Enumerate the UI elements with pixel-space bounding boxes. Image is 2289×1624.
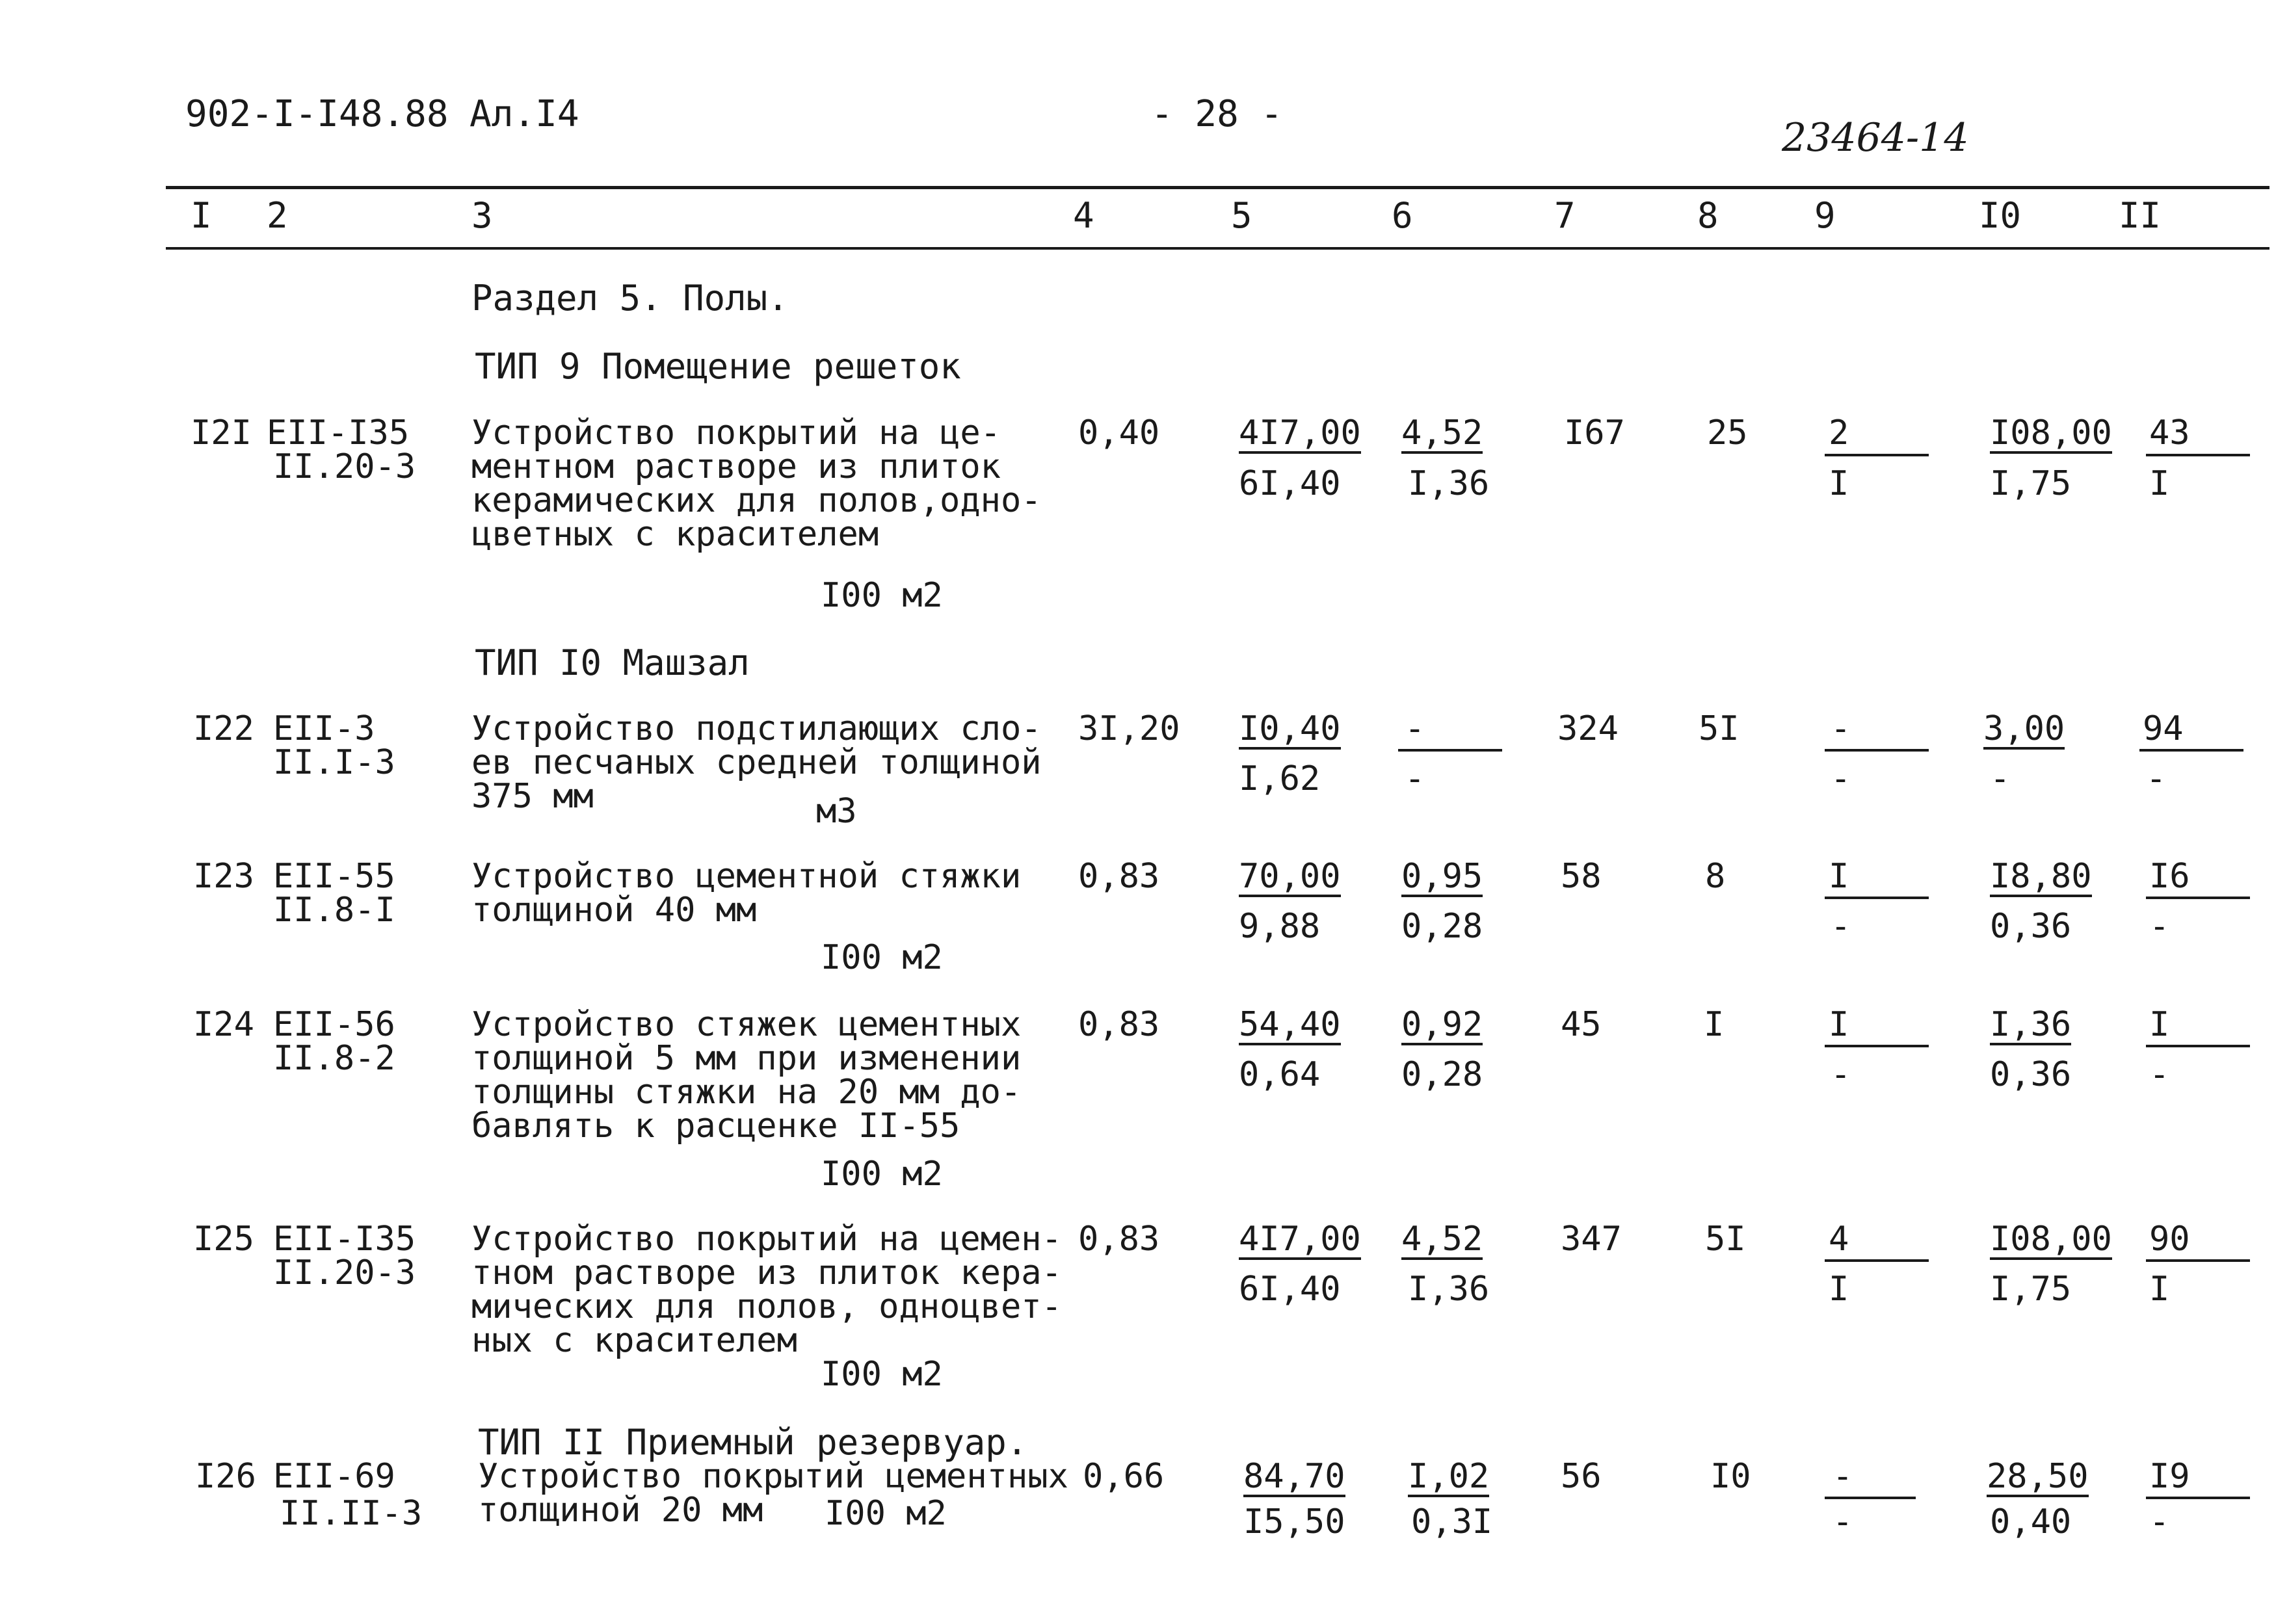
work-description: Устройство подстилающих сло- ев песчаных средней толщиной 375 мм bbox=[471, 709, 1042, 816]
col-9-bottom: - bbox=[1831, 759, 1851, 798]
col-5-header: 5 bbox=[1231, 195, 1252, 236]
labor-norm: I08,00 bbox=[1990, 413, 2112, 452]
labor-total-underline bbox=[2139, 749, 2243, 752]
col-9-underline bbox=[1825, 1045, 1929, 1047]
quantity: 0,66 bbox=[1083, 1457, 1165, 1496]
unit-wage: 9,88 bbox=[1239, 907, 1321, 946]
unit-cost: 54,40 bbox=[1239, 1005, 1341, 1044]
labor-norm: I08,00 bbox=[1990, 1220, 2112, 1259]
quantity: 3I,20 bbox=[1078, 709, 1180, 748]
unit-of-measure: I00 м2 bbox=[821, 576, 943, 615]
header-bottom-rule bbox=[166, 247, 2269, 250]
unit-of-measure: I00 м2 bbox=[821, 1155, 943, 1194]
total-cost: 56 bbox=[1561, 1457, 1602, 1496]
labor-norm: I8,80 bbox=[1990, 857, 2092, 896]
machine-wage: - bbox=[1405, 759, 1425, 798]
unit-wage: 6I,40 bbox=[1239, 464, 1341, 503]
labor-machinist: 0,40 bbox=[1990, 1502, 2072, 1541]
col-2-header: 2 bbox=[267, 195, 288, 236]
document-code: 902-I-I48.88 bbox=[185, 93, 449, 135]
quantity: 0,83 bbox=[1078, 857, 1160, 896]
labor-machinist-total: I bbox=[2149, 464, 2170, 503]
norm-code: II.8-2 bbox=[273, 1039, 395, 1078]
col-9-bottom: I bbox=[1829, 464, 1849, 503]
norm-code: II.8-I bbox=[273, 891, 395, 930]
unit-cost: 4I7,00 bbox=[1239, 413, 1361, 452]
labor-total: 90 bbox=[2149, 1220, 2190, 1259]
col-7-header: 7 bbox=[1554, 195, 1576, 236]
total-wage: 25 bbox=[1707, 413, 1748, 452]
work-description: Устройство покрытий цементных толщиной 20 мм bbox=[478, 1457, 1068, 1530]
labor-machinist: I,75 bbox=[1990, 464, 2072, 503]
labor-total-underline bbox=[2146, 1259, 2250, 1262]
machine-wage: I,36 bbox=[1408, 464, 1490, 503]
labor-machinist-total: - bbox=[2149, 1055, 2170, 1094]
unit-of-measure: I00 м2 bbox=[821, 938, 943, 977]
unit-cost: 70,00 bbox=[1239, 857, 1341, 896]
col-9-underline bbox=[1825, 897, 1929, 899]
col-6-header: 6 bbox=[1392, 195, 1413, 236]
labor-machinist: 0,36 bbox=[1990, 907, 2072, 946]
unit-of-measure: I00 м2 bbox=[825, 1494, 947, 1533]
col-1-header: I bbox=[191, 195, 212, 236]
machine-wage: 0,3I bbox=[1411, 1502, 1493, 1541]
row-number: I23 bbox=[193, 857, 254, 896]
total-wage: 5I bbox=[1705, 1220, 1746, 1259]
total-wage: 8 bbox=[1705, 857, 1726, 896]
labor-total-underline bbox=[2146, 897, 2250, 899]
col-9-top: 2 bbox=[1829, 413, 1849, 452]
total-cost: 58 bbox=[1561, 857, 1602, 896]
unit-wage: 0,64 bbox=[1239, 1055, 1321, 1094]
sheet-label: Ал.I4 bbox=[470, 93, 579, 135]
norm-code: II.20-3 bbox=[273, 447, 416, 486]
work-description: Устройство стяжек цементных толщиной 5 мм при изменении толщины стяжки на 20 мм до- бавлять к расценке II-55 bbox=[471, 1005, 1022, 1146]
norm-code: II.I-3 bbox=[273, 743, 395, 782]
unit-cost: 84,70 bbox=[1243, 1457, 1345, 1496]
row-number: I26 bbox=[195, 1457, 256, 1496]
norm-code: II.II-3 bbox=[280, 1494, 423, 1533]
labor-total: I bbox=[2149, 1005, 2170, 1044]
col-9-bottom: I bbox=[1829, 1270, 1849, 1309]
labor-total: 43 bbox=[2149, 413, 2190, 452]
labor-machinist: - bbox=[1990, 759, 2011, 798]
labor-total: I9 bbox=[2149, 1457, 2190, 1496]
unit-wage: I,62 bbox=[1239, 759, 1321, 798]
labor-machinist-total: I bbox=[2149, 1270, 2170, 1309]
machine-cost: I,02 bbox=[1408, 1457, 1490, 1496]
work-description: Устройство покрытий на це- ментном растворе из плиток керамических для полов,одно- цветных с красителем bbox=[471, 413, 1042, 554]
row-number: I25 bbox=[193, 1220, 254, 1259]
col-9-underline bbox=[1825, 1259, 1929, 1262]
machine-wage: I,36 bbox=[1408, 1270, 1490, 1309]
total-wage: 5I bbox=[1699, 709, 1740, 748]
total-cost: 45 bbox=[1561, 1005, 1602, 1044]
col-11-header: II bbox=[2119, 195, 2162, 236]
labor-norm: 3,00 bbox=[1983, 709, 2065, 748]
norm-code: II.20-3 bbox=[273, 1253, 416, 1292]
machine-cost: 4,52 bbox=[1401, 1220, 1483, 1259]
work-description: Устройство покрытий на цемен- тном растворе из плиток кера- мических для полов, одноцвет- ных с красителем bbox=[471, 1220, 1062, 1360]
price-code: ЕII-56 bbox=[273, 1005, 395, 1044]
price-code: ЕII-I35 bbox=[267, 413, 410, 452]
col-9-top: I bbox=[1829, 1005, 1849, 1044]
col-4-header: 4 bbox=[1073, 195, 1094, 236]
total-wage: I0 bbox=[1710, 1457, 1751, 1496]
price-code: ЕII-69 bbox=[273, 1457, 395, 1496]
labor-norm: 28,50 bbox=[1987, 1457, 2089, 1496]
machine-cost: 0,95 bbox=[1401, 857, 1483, 896]
handwritten-number: 23464-14 bbox=[1782, 115, 1969, 161]
unit-wage: I5,50 bbox=[1243, 1502, 1345, 1541]
unit-cost: I0,40 bbox=[1239, 709, 1341, 748]
subsection-type-11: ТИП II Приемный резервуар. bbox=[478, 1422, 1028, 1463]
unit-cost: 4I7,00 bbox=[1239, 1220, 1361, 1259]
work-description: Устройство цементной стяжки толщиной 40 мм bbox=[471, 857, 1022, 930]
machine-cost: - bbox=[1405, 709, 1425, 748]
price-code: ЕII-55 bbox=[273, 857, 395, 896]
labor-total-underline bbox=[2146, 454, 2250, 456]
labor-machinist: I,75 bbox=[1990, 1270, 2072, 1309]
total-cost: I67 bbox=[1564, 413, 1625, 452]
machine-cost: 4,52 bbox=[1401, 413, 1483, 452]
quantity: 0,83 bbox=[1078, 1005, 1160, 1044]
row-number: I22 bbox=[193, 709, 254, 748]
page-number: - 28 - bbox=[1151, 93, 1283, 135]
col-9-header: 9 bbox=[1814, 195, 1836, 236]
machine-cost: 0,92 bbox=[1401, 1005, 1483, 1044]
total-cost: 347 bbox=[1561, 1220, 1622, 1259]
row-number: I24 bbox=[193, 1005, 254, 1044]
machine-wage: 0,28 bbox=[1401, 907, 1483, 946]
subsection-type-10: ТИП I0 Машзал bbox=[475, 642, 750, 683]
unit-wage: 6I,40 bbox=[1239, 1270, 1341, 1309]
machine-cost-underline bbox=[1398, 749, 1502, 752]
price-code: ЕII-3 bbox=[273, 709, 375, 748]
quantity: 0,83 bbox=[1078, 1220, 1160, 1259]
total-wage: I bbox=[1704, 1005, 1725, 1044]
row-number: I2I bbox=[191, 413, 252, 452]
labor-total-underline bbox=[2146, 1497, 2250, 1499]
labor-machinist-total: - bbox=[2149, 907, 2170, 946]
col-9-top: 4 bbox=[1829, 1220, 1849, 1259]
machine-wage: 0,28 bbox=[1401, 1055, 1483, 1094]
col-9-underline bbox=[1825, 749, 1929, 752]
labor-norm: I,36 bbox=[1990, 1005, 2072, 1044]
col-9-top: - bbox=[1831, 709, 1851, 748]
subsection-type-9: ТИП 9 Помещение решеток bbox=[475, 346, 961, 387]
col-9-underline bbox=[1825, 1497, 1916, 1499]
col-9-underline bbox=[1825, 454, 1929, 456]
labor-machinist-total: - bbox=[2149, 1502, 2170, 1541]
col-3-header: 3 bbox=[471, 195, 493, 236]
unit-of-measure: м3 bbox=[816, 792, 857, 831]
labor-machinist-total: - bbox=[2146, 759, 2167, 798]
unit-of-measure: I00 м2 bbox=[821, 1355, 943, 1394]
labor-machinist: 0,36 bbox=[1990, 1055, 2072, 1094]
section-title: Раздел 5. Полы. bbox=[471, 278, 789, 319]
total-cost: 324 bbox=[1557, 709, 1619, 748]
col-8-header: 8 bbox=[1697, 195, 1719, 236]
header-top-rule bbox=[166, 186, 2269, 189]
price-code: ЕII-I35 bbox=[273, 1220, 416, 1259]
col-9-bottom: - bbox=[1831, 907, 1851, 946]
col-9-top: I bbox=[1829, 857, 1849, 896]
labor-total: I6 bbox=[2149, 857, 2190, 896]
col-10-header: I0 bbox=[1979, 195, 2022, 236]
quantity: 0,40 bbox=[1078, 413, 1160, 452]
col-9-bottom: - bbox=[1833, 1502, 1853, 1541]
labor-total-underline bbox=[2146, 1045, 2250, 1047]
col-9-top: - bbox=[1833, 1457, 1853, 1496]
labor-total: 94 bbox=[2143, 709, 2184, 748]
col-9-bottom: - bbox=[1831, 1055, 1851, 1094]
